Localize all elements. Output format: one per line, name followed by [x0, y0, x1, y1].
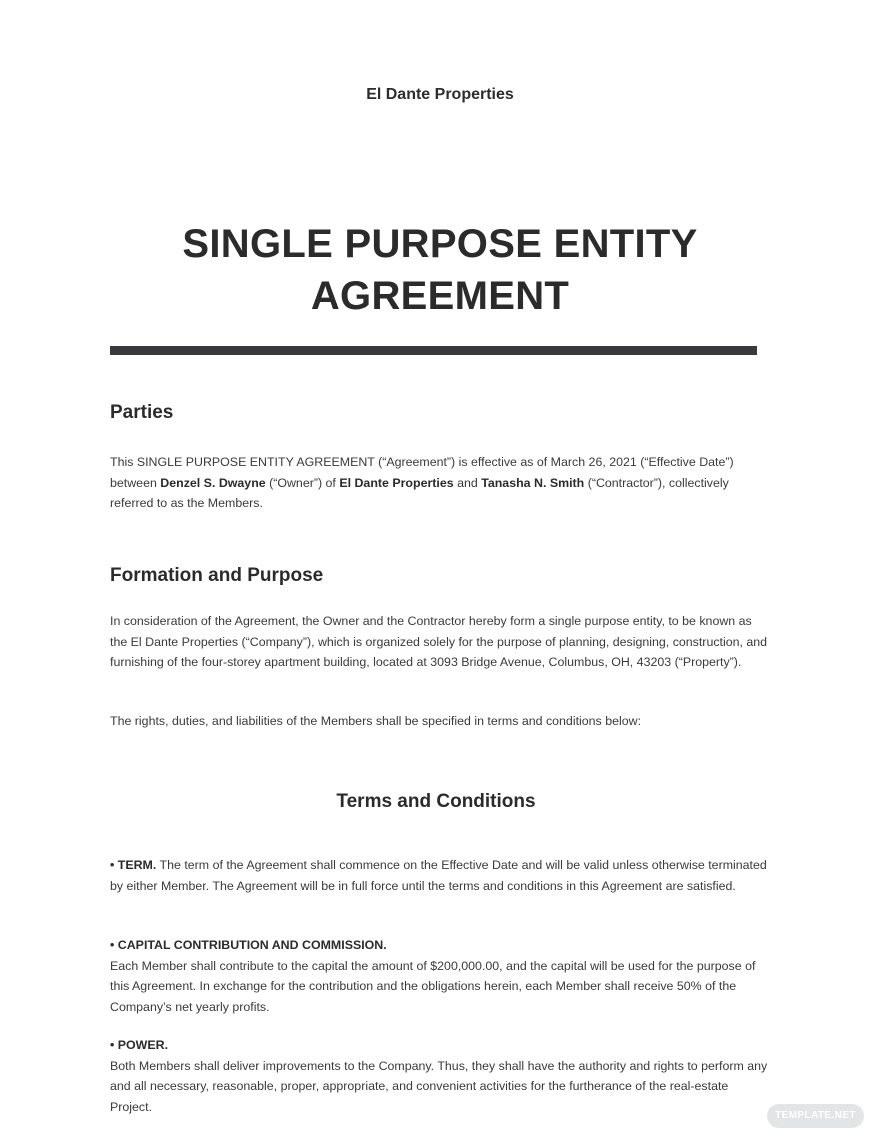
company-name-inline: El Dante Properties [339, 475, 454, 490]
formation-paragraph-1: In consideration of the Agreement, the Owner and the Contractor hereby form a single purpose entity, to be known as the El Dante Properties (“Company”), which is organized solely for the purpose of planning, designing, construction, and furnishing of the four-storey apartment building, located at 3093 Bridge Avenue, Columbus, OH, 43203 (“Property”). [110, 614, 768, 669]
capital-label: • CAPITAL CONTRIBUTION AND COMMISSION. [110, 938, 387, 952]
capital-clause [110, 935, 770, 1017]
parties-text-4: (“Contractor”), collectively referred to as the Members. [110, 475, 729, 510]
document-title [100, 218, 780, 322]
power-text: Both Members shall deliver improvements to the Company. Thus, they shall have the authority and rights to perform any and all necessary, reasonable, proper, appropriate, and convenient activities for the furtherance of the real-estate Project. [110, 1058, 768, 1114]
title-line-1: SINGLE PURPOSE ENTITY [182, 222, 698, 266]
capital-text: Each Member shall contribute to the capital the amount of $200,000.00, and the capital will be used for the purpose of this Agreement. In exchange for the contribution and the obligations herein, each Member shall receive 50% of the Company’s net yearly profits. [110, 958, 756, 1014]
formation-paragraph-2: The rights, duties, and liabilities of the Members shall be specified in terms and conditions below: [110, 714, 642, 728]
parties-heading: Parties [110, 402, 174, 423]
title-line-2: AGREEMENT [310, 274, 570, 318]
owner-name: Denzel S. Dwayne [160, 475, 266, 490]
company-name: El Dante Properties [366, 86, 514, 103]
term-label: • TERM. [110, 858, 157, 872]
parties-text-3: and [453, 475, 482, 490]
contractor-name: Tanasha N. Smith [481, 475, 585, 490]
parties-text-2: (“Owner”) of [265, 475, 340, 490]
term-text: The term of the Agreement shall commence on the Effective Date and will be valid unless otherwise terminated by either Member. The Agreement will be in full force until the terms and conditions in this Agreement are satisfied. [110, 858, 767, 893]
term-clause [110, 855, 770, 896]
power-label: • POWER. [110, 1038, 169, 1052]
template-watermark: TEMPLATE.NET [767, 1104, 864, 1128]
title-divider [110, 346, 757, 355]
parties-paragraph [110, 452, 770, 514]
power-clause [110, 1035, 770, 1117]
parties-text-1: This SINGLE PURPOSE ENTITY AGREEMENT (“Agreement”) is effective as of March 26, 2021 (“Effective Date”) between [110, 455, 734, 490]
formation-heading: Formation and Purpose [110, 565, 324, 586]
terms-heading: Terms and Conditions [336, 791, 536, 812]
